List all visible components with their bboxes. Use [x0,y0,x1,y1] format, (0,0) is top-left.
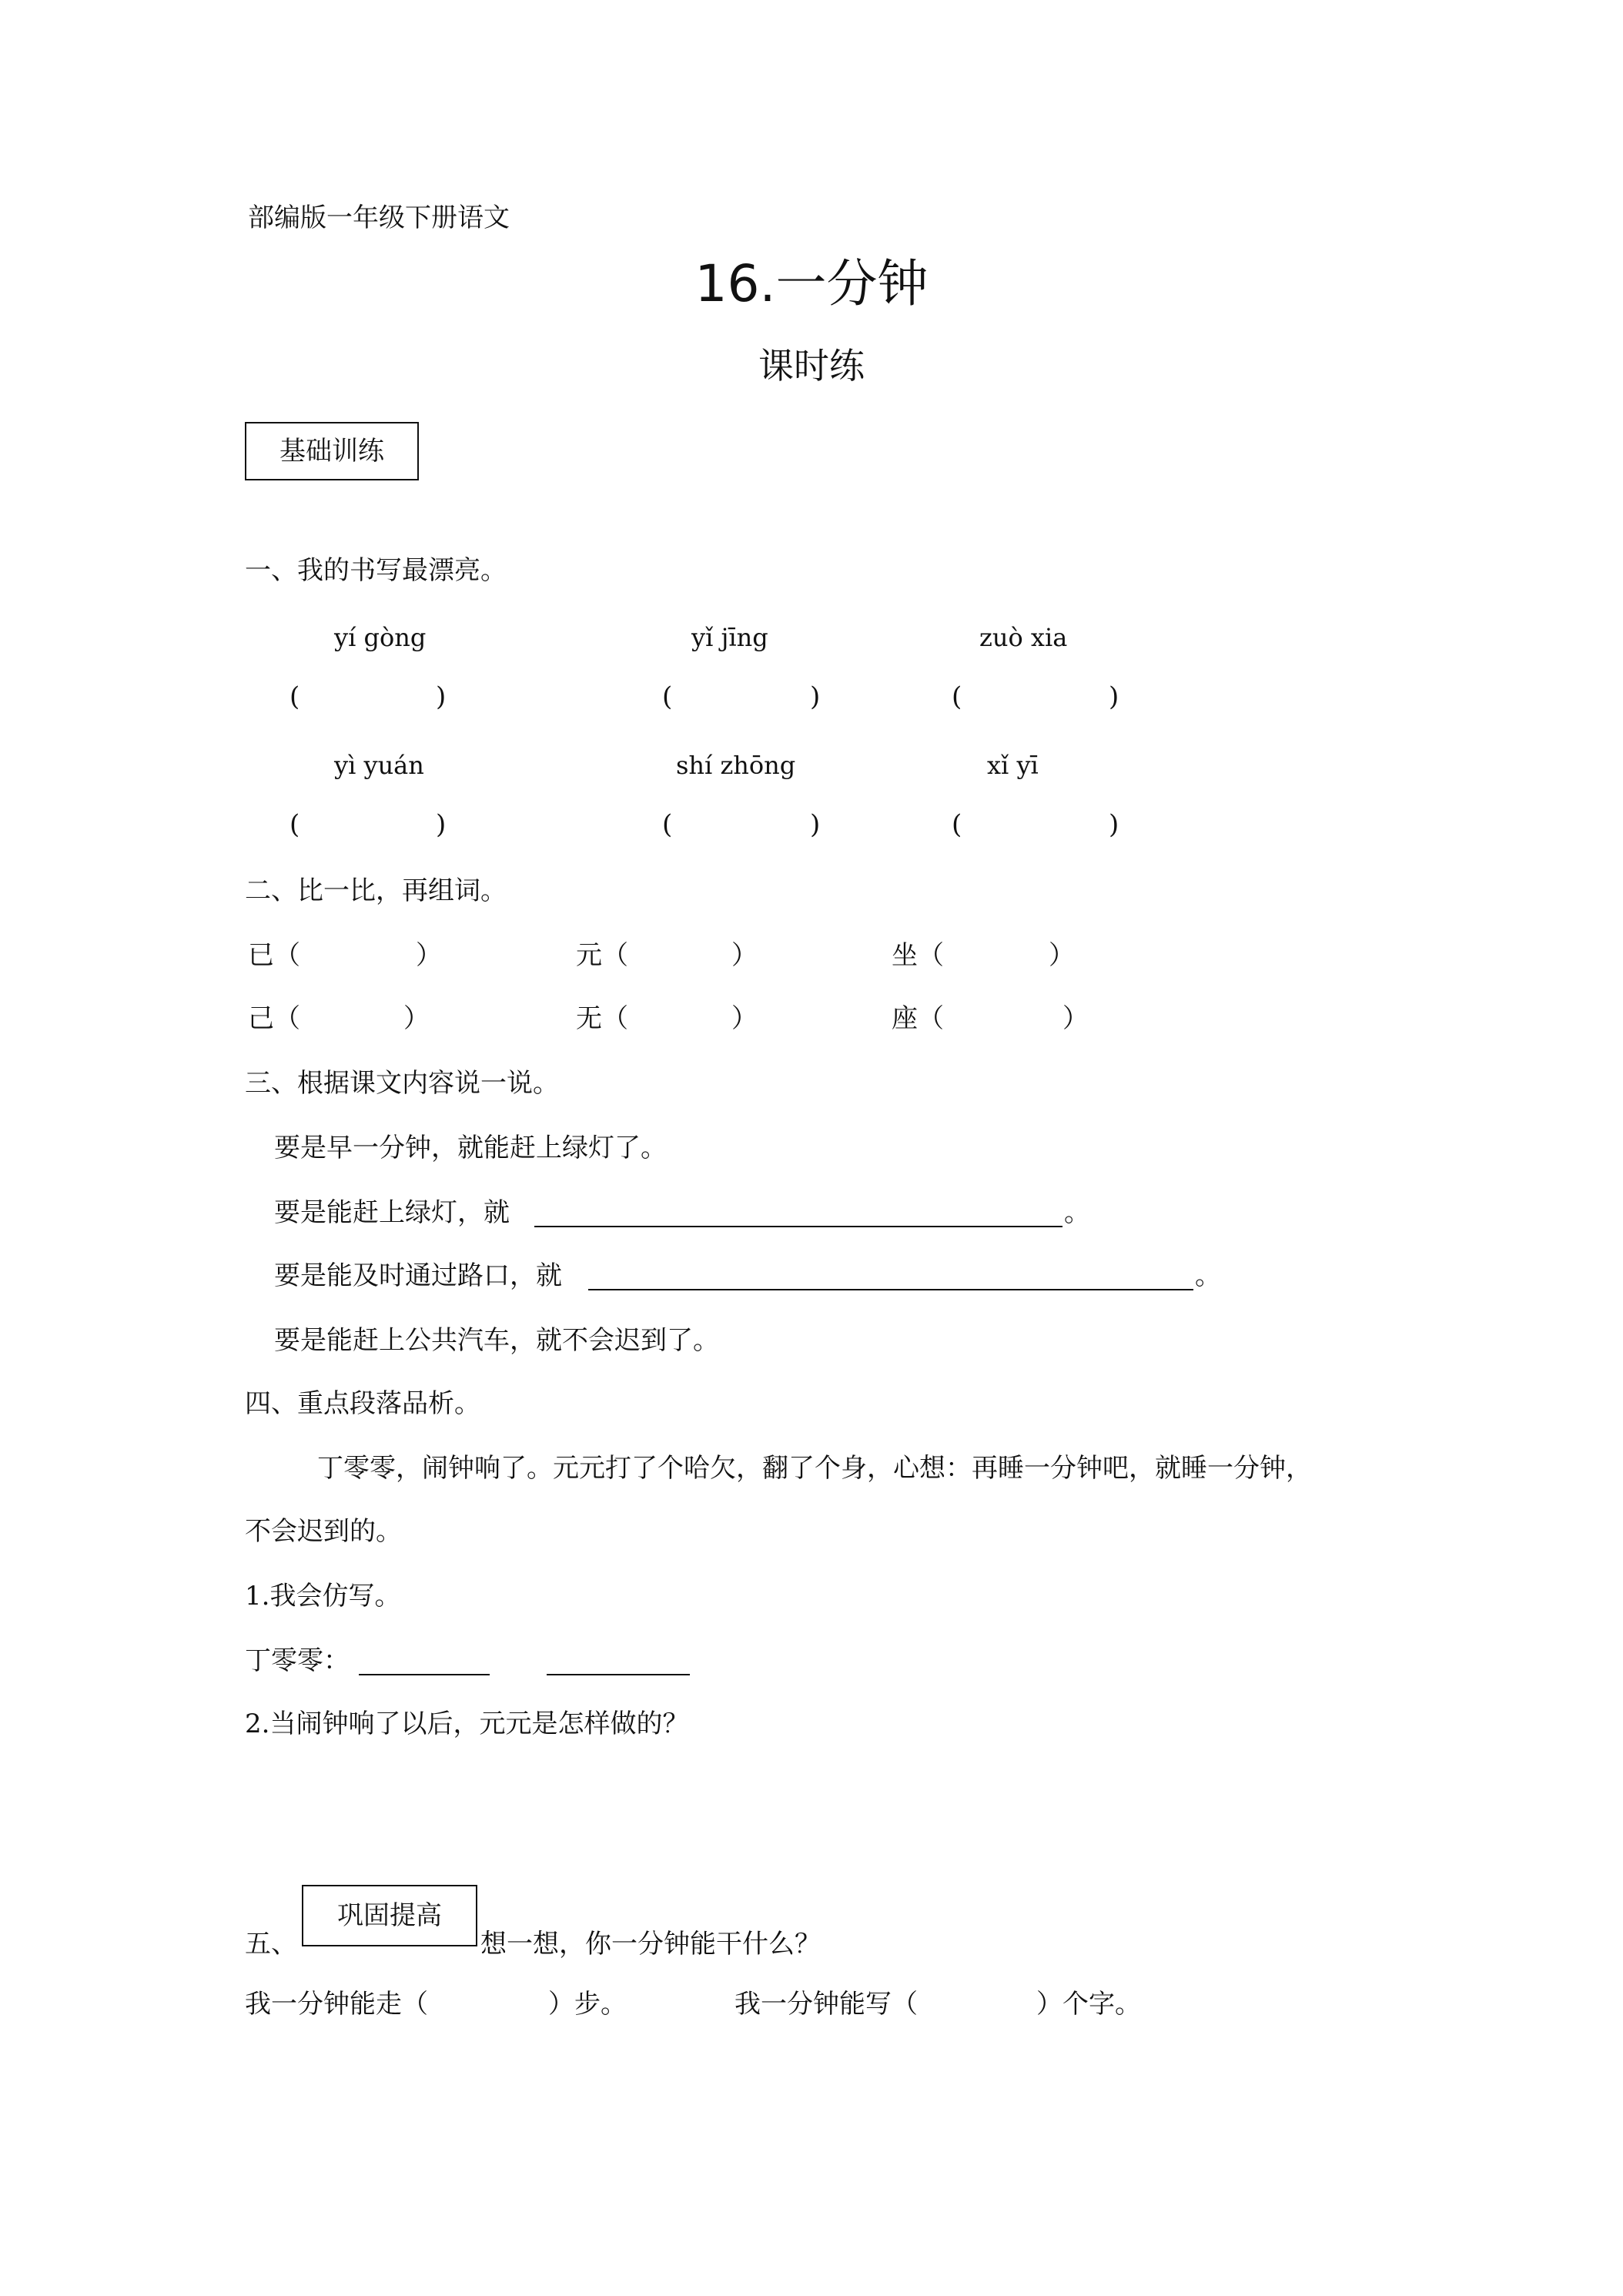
q3-line-4: 要是能赶上公共汽车，就不会迟到了。 [274,1325,719,1356]
q5-part-2-b: ）个字。 [1036,1989,1141,2020]
q4-sub-2: 2.当闹钟响了以后，元元是怎样做的？ [245,1709,689,1739]
answer-paren-open: ( [662,681,673,712]
answer-paren-open: ( [952,809,962,840]
q1-heading: 一、我的书写最漂亮。 [245,555,507,586]
answer-paren-open: ( [662,809,673,840]
compare-char-5: 无（ [576,1003,628,1034]
passage-line-1: 丁零零，闹钟响了。元元打了个哈欠，翻了个身，心想：再睡一分钟吧，就睡一分钟， [317,1453,1312,1484]
answer-blank [588,1289,1193,1290]
q5-prefix: 五、 [245,1929,297,1960]
compare-char-4: 己（ [248,1003,300,1034]
pinyin-2: yǐ jīng [691,623,768,652]
answer-paren-close: ) [810,809,821,840]
compare-close: ） [731,1003,758,1034]
q3-line-3: 要是能及时通过路口，就 [274,1260,562,1291]
answer-paren-close: ) [1109,681,1119,712]
q3-heading: 三、根据课文内容说一说。 [245,1068,559,1099]
pinyin-1: yí gòng [334,623,427,652]
pinyin-5: shí zhōng [676,751,796,780]
answer-paren-open: ( [289,809,300,840]
answer-paren-close: ) [436,809,447,840]
end-mark: 。 [1064,1197,1090,1228]
compare-close: ） [1062,1003,1089,1034]
pinyin-3: zuò xia [979,623,1068,652]
answer-paren-close: ) [1109,809,1119,840]
q5-heading: 想一想，你一分钟能干什么？ [480,1929,821,1960]
q5-part-2-a: 我一分钟能写（ [735,1989,918,2020]
section-basic-label: 基础训练 [279,436,384,467]
pinyin-6: xǐ yī [987,751,1039,780]
page-subtitle: 课时练 [758,345,865,387]
compare-close: ） [731,940,758,971]
passage-line-2: 不会迟到的。 [245,1516,402,1547]
q5-part-1-b: ）步。 [548,1989,627,2020]
compare-close: ） [1049,940,1075,971]
q4-sub-1: 1.我会仿写。 [245,1581,401,1612]
answer-paren-close: ) [436,681,447,712]
pinyin-4: yì yuán [334,751,424,780]
q4-heading: 四、重点段落品析。 [245,1388,480,1419]
compare-char-1: 已（ [248,940,300,971]
answer-paren-open: ( [289,681,300,712]
compare-close: ） [403,1003,430,1034]
q5-part-1-a: 我一分钟能走（ [245,1989,428,2020]
answer-blank [534,1226,1062,1227]
answer-paren-open: ( [952,681,962,712]
answer-blank [547,1674,690,1675]
page-title: 16.一分钟 [694,254,929,313]
section-basic-box [245,422,419,480]
answer-blank [359,1674,490,1675]
imitation-prefix: 丁零零： [245,1645,350,1676]
q3-line-2: 要是能赶上绿灯，就 [274,1197,510,1228]
section-advance-label: 巩固提高 [337,1900,442,1931]
answer-paren-close: ) [810,681,821,712]
compare-close: ） [416,940,442,971]
end-mark: 。 [1195,1260,1221,1291]
series-label: 部编版一年级下册语文 [248,202,510,233]
q2-heading: 二、比一比，再组词。 [245,875,507,906]
compare-char-3: 坐（ [892,940,944,971]
compare-char-6: 座（ [892,1003,944,1034]
compare-char-2: 元（ [576,940,628,971]
section-advance-box [302,1885,477,1946]
q3-line-1: 要是早一分钟，就能赶上绿灯了。 [274,1133,667,1163]
